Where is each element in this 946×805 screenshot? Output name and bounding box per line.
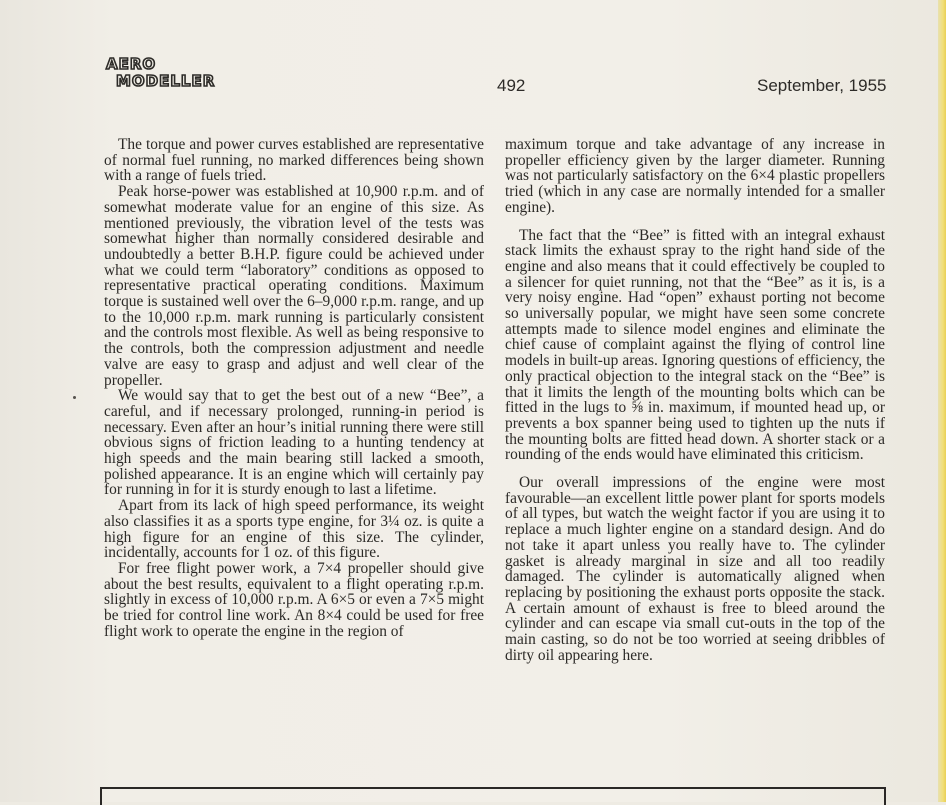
paragraph: Apart from its lack of high speed performance, its weight also classifies it as a sports type engine, for 3¼ oz. is quite a high figure for an engine of this size. The cylinder, incidentally, accounts for 1 oz. of this figure. [104, 497, 484, 562]
bottom-box-border [100, 787, 886, 805]
paragraph: The torque and power curves established are representative of normal fuel running, no marked differences being shown with a range of fuels tried. [104, 136, 484, 185]
logo-line-2: MODELLER [116, 72, 216, 90]
paragraph: We would say that to get the best out of a new “Bee”, a careful, and if necessary prolonged, running-in period is necessary. Even after an hour’s initial running there were still obvious signs of friction leading to a hunting tendency at high speeds and the main bearing still lacked a smooth, polished appearance. It is an engine which will certainly pay for running in for it is sturdy enough to last a lifetime. [104, 387, 484, 499]
print-speck [73, 396, 76, 399]
page-number: 492 [497, 76, 526, 95]
page-edge [938, 0, 946, 802]
left-column [104, 137, 484, 640]
paragraph: Peak horse-power was established at 10,900 r.p.m. and of somewhat moderate value for an engine of this size. As mentioned previously, the vibration level of the tests was somewhat higher than normally considered desirable and undoubtedly a better B.H.P. figure could be achieved under what we could term “laboratory” conditions as opposed to representative practical operating conditions. Maximum torque is sustained well over the 6–9,000 r.p.m. range, and up to the 10,000 r.p.m. mark running is particularly consistent and the controls most flexible. As well as being responsive to the controls, both the compression adjustment and needle valve are easy to grasp and adjust and well clear of the propeller. [104, 183, 484, 389]
issue-date: September, 1955 [757, 76, 887, 95]
logo-line-1: AERO [106, 55, 157, 73]
magazine-logo [106, 56, 224, 96]
paragraph: The fact that the “Bee” is fitted with an integral exhaust stack limits the exhaust spray to the right hand side of the engine and also means that it could effectively be coupled to a silencer for quiet running, not that the “Bee” as it is, is a very noisy engine. Had “open” exhaust porting not become so universally popular, we might have seen some concrete attempts made to silence model engines and eliminate the chief cause of complaint against the flying of control line models in built-up areas. Ignoring questions of efficiency, the only practical objection to the integral stack on the “Bee” is that it limits the length of the mounting bolts which can be fitted in the lugs to ⅝ in. maximum, if mounted head up, or prevents a box spanner being used to tighten up the nuts if the mounting bolts are fitted head down. A shorter stack or a rounding of the ends would have eliminated this criticism. [505, 226, 885, 464]
paragraph: For free flight power work, a 7×4 propeller should give about the best results, equivalent to a flight operating r.p.m. slightly in excess of 10,000 r.p.m. A 6×5 or even a 7×5 might be tried for control line work. An 8×4 could be used for free flight work to operate the engine in the region of [104, 559, 484, 640]
paragraph: Our overall impressions of the engine were most favourable—an excellent little power plant for sports models of all types, but watch the weight factor if you are using it to replace a much lighter engine on a standard design. And do not take it apart unless you really have to. The cylinder gasket is already marginal in size and all too readily damaged. The cylinder is automatically aligned when replacing by positioning the exhaust ports opposite the stack. A certain amount of exhaust is free to bleed around the cylinder and can escape via small cut-outs in the top of the main casting, so do not be too worried at seeing dribbles of dirty oil appearing here. [505, 474, 885, 664]
paragraph: maximum torque and take advantage of any increase in propeller efficiency given by the larger diameter. Running was not particularly satisfactory on the 6×4 plastic propellers tried (which in any case are normally intended for a smaller engine). [505, 136, 885, 216]
right-column [505, 137, 885, 664]
